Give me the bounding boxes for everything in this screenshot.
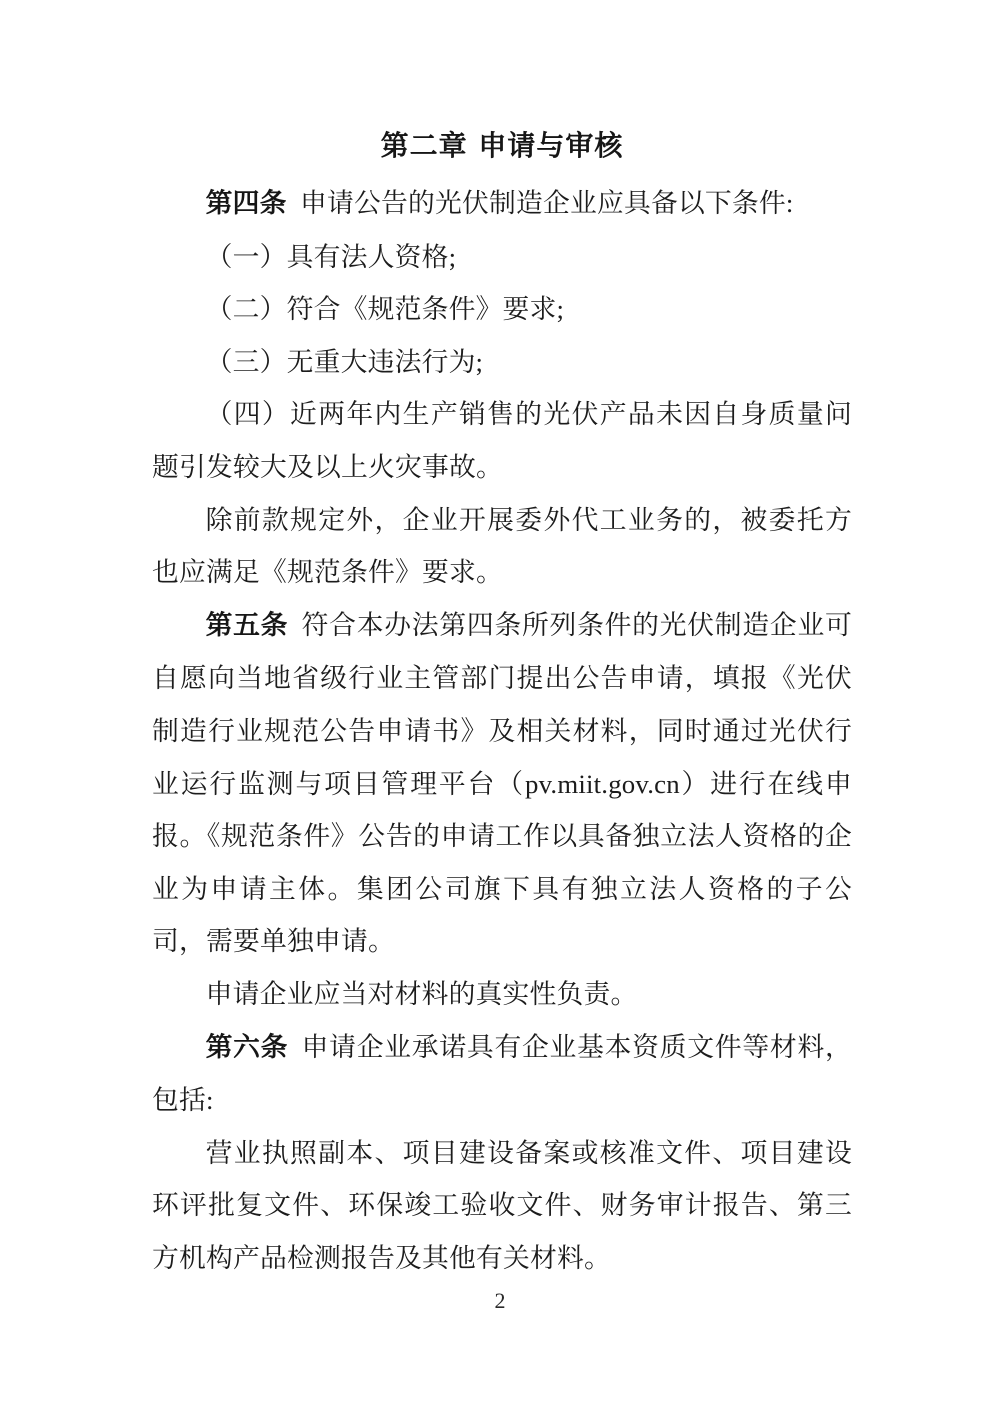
paragraph-article-5 <box>152 599 852 968</box>
paragraph-item-2 <box>152 283 852 336</box>
paragraph-text: 申请企业应当对材料的真实性负责。 <box>205 978 638 1009</box>
chapter-title: 第二章 申请与审核 <box>380 129 624 162</box>
paragraph-text: （一）具有法人资格; <box>205 241 457 272</box>
paragraph-supplement <box>152 494 852 599</box>
paragraph-item-4 <box>152 388 852 493</box>
paragraph-text: （二）符合《规范条件》要求; <box>205 294 565 325</box>
paragraph-text: 申请企业承诺具有企业基本资质文件等材料，包括: <box>152 1031 852 1116</box>
paragraph-article-4 <box>152 177 852 231</box>
paragraph-text: 符合本办法第四条所列条件的光伏制造企业可自愿向当地省级行业主管部门提出公告申请，填报《光伏制造行业规范公告申请书》及相关材料，同时通过光伏行业运行监测与项目管理平台（pv.miit.gov.cn）进行在线申报。《规范条件》公告的申请工作以具备独立法人资格的企业为申请主体。集团公司旗下具有独立法人资格的子公司，需要单独申请。 <box>152 609 852 957</box>
paragraph-text: 申请公告的光伏制造企业应具备以下条件: <box>299 188 794 218</box>
document-content <box>152 126 852 1284</box>
paragraph-article-6 <box>152 1021 852 1127</box>
paragraph-text: 营业执照副本、项目建设备案或核准文件、项目建设环评批复文件、环保竣工验收文件、财务审计报告、第三方机构产品检测报告及其他有关材料。 <box>152 1137 852 1273</box>
paragraph-text: 除前款规定外，企业开展委外代工业务的，被委托方也应满足《规范条件》要求。 <box>152 504 852 588</box>
article-number-bold: 第五条 <box>205 609 289 641</box>
article-number-bold: 第四条 <box>205 188 287 219</box>
paragraph-materials-list <box>152 1127 852 1285</box>
paragraph-responsibility <box>152 968 852 1021</box>
article-number-bold: 第六条 <box>205 1031 289 1063</box>
paragraph-text: （四）近两年内生产销售的光伏产品未因自身质量问题引发较大及以上火灾事故。 <box>152 399 852 482</box>
paragraph-text: （三）无重大违法行为; <box>205 346 484 377</box>
paragraph-item-1 <box>152 231 852 284</box>
paragraph-item-3 <box>152 336 852 389</box>
page-number: 2 <box>494 1288 506 1313</box>
